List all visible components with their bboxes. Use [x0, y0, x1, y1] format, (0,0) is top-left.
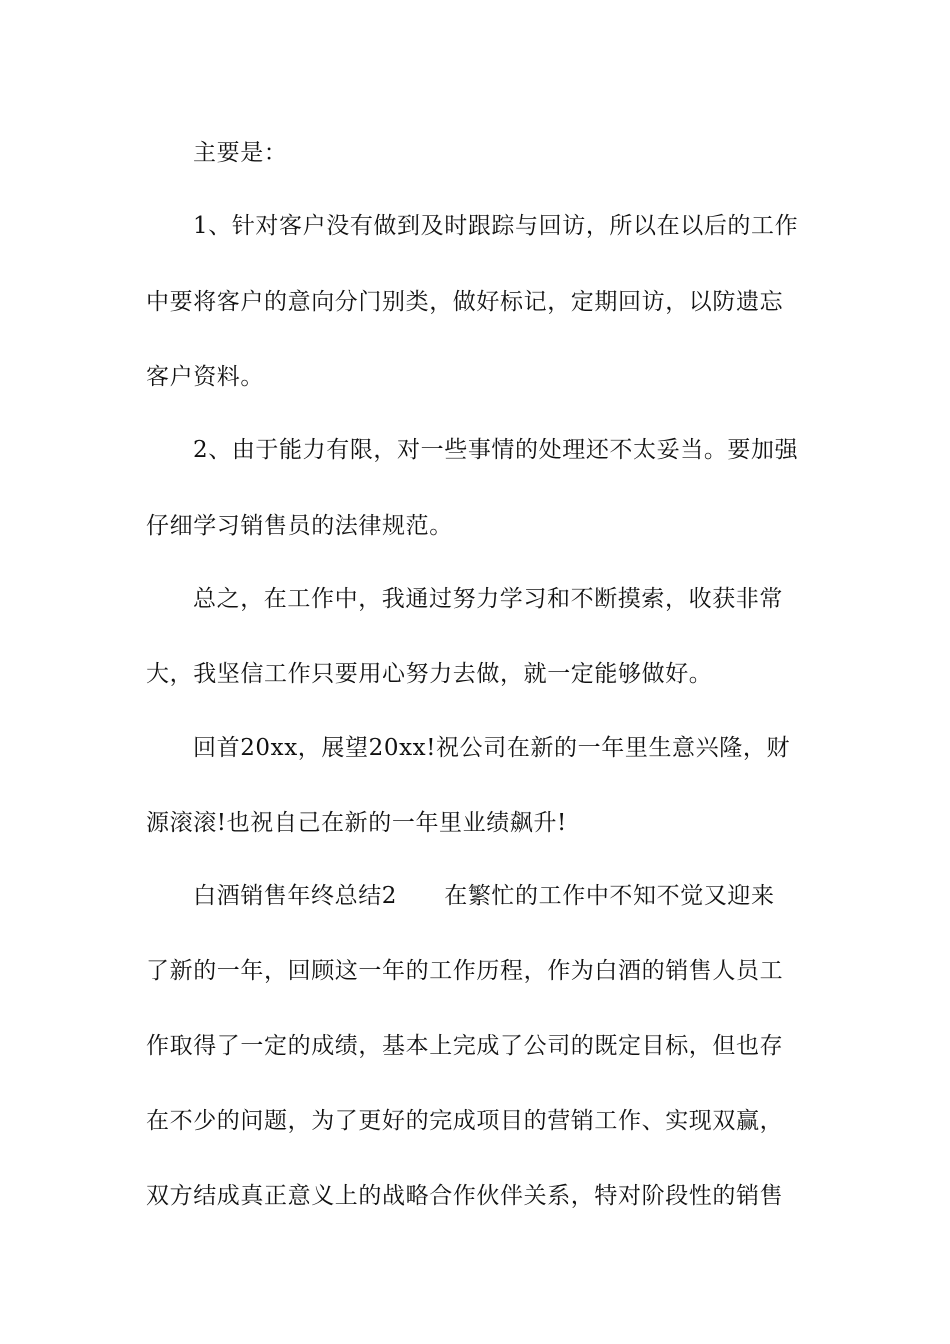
text-line: 了新的一年，回顾这一年的工作历程，作为白酒的销售人员工 — [146, 958, 784, 984]
text-line: 客户资料。 — [146, 364, 264, 390]
text-line: 双方结成真正意义上的战略合作伙伴关系，特对阶段性的销售 — [146, 1183, 784, 1209]
text-line: 2、由于能力有限，对一些事情的处理还不太妥当。要加强 — [193, 437, 799, 463]
text-line: 作取得了一定的成绩，基本上完成了公司的既定目标，但也存 — [146, 1033, 784, 1059]
text-line: 总之，在工作中，我通过努力学习和不断摸索，收获非常 — [193, 586, 783, 612]
text-line: 主要是： — [193, 140, 288, 166]
text-line: 白酒销售年终总结2 在繁忙的工作中不知不觉又迎来 — [193, 883, 775, 909]
text-line: 大，我坚信工作只要用心努力去做，就一定能够做好。 — [146, 661, 713, 687]
text-line: 仔细学习销售员的法律规范。 — [146, 513, 453, 539]
text-line: 1、针对客户没有做到及时跟踪与回访，所以在以后的工作 — [193, 213, 799, 239]
text-line: 中要将客户的意向分门别类，做好标记，定期回访，以防遗忘 — [146, 289, 784, 315]
text-line: 回首20xx，展望20xx!祝公司在新的一年里生意兴隆，财 — [193, 735, 791, 761]
text-line: 在不少的问题，为了更好的完成项目的营销工作、实现双赢， — [146, 1108, 784, 1134]
text-line: 源滚滚!也祝自己在新的一年里业绩飙升! — [146, 810, 567, 836]
